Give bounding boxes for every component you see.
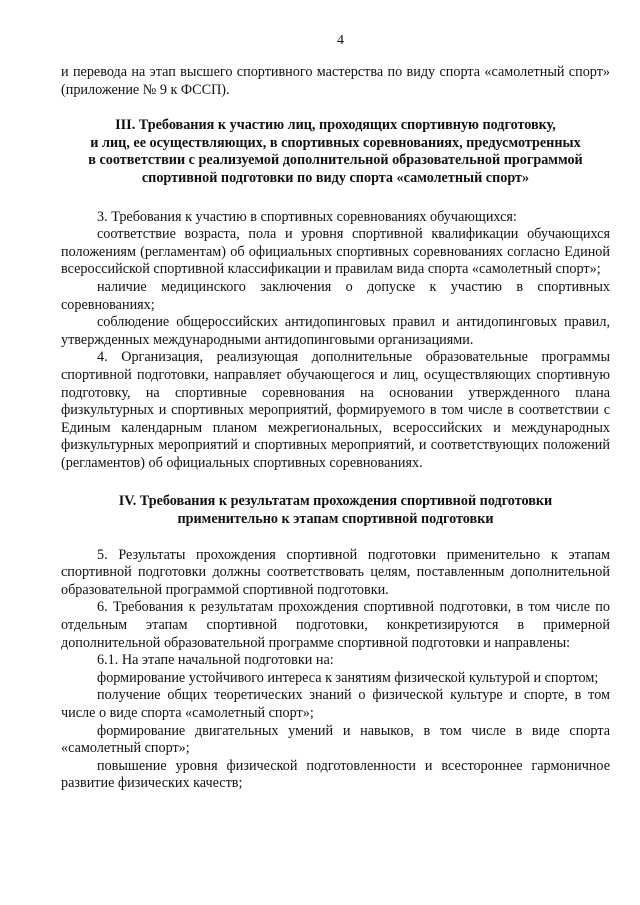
section-4-heading-line: IV. Требования к результатам прохождения спортивной подготовки (118, 493, 553, 510)
paragraph-interest-formation: формирование устойчивого интереса к занятиям физической культурой и спортом; (97, 669, 599, 686)
section-3-heading-line: и лиц, ее осуществляющих, в спортивных соревнованиях, предусмотренных (90, 134, 581, 151)
paragraph-6-1: 6.1. На этапе начальной подготовки на: (97, 652, 334, 669)
paragraph-3: 3. Требования к участию в спортивных соревнованиях обучающихся: (97, 208, 517, 225)
section-3-heading-line: в соответствии с реализуемой дополнительной образовательной программой (88, 152, 583, 169)
section-3-heading-line: III. Требования к участию лиц, проходящих спортивную подготовку, (115, 117, 556, 134)
page-number: 4 (337, 33, 344, 48)
paragraph-medical-requirement: наличие медицинского заключения о допуске к участию в спортивных соревнованиях; (61, 278, 610, 313)
section-3-heading (61, 117, 610, 187)
paragraph-theory-knowledge: получение общих теоретических знаний о физической культуре и спорте, в том числе о виде спорта «самолетный спорт»; (61, 687, 610, 721)
section-4-heading (61, 493, 610, 528)
section-4-heading-line: применительно к этапам спортивной подготовки (177, 511, 494, 528)
paragraph-6: 6. Требования к результатам прохождения спортивной подготовки, в том числе по отдельным этапам спортивной подготовки, конкретизируются в примерной дополнительной образовательной программе спортивной подготовки и направлены: (61, 599, 610, 651)
paragraph-age-requirement: соответствие возраста, пола и уровня спортивной квалификации обучающихся положениям (регламентам) об официальных спортивных соревнованиях согласно Единой всероссийской спортивной классификации и правилам вида спорта «самолетный спорт»; (61, 226, 610, 278)
section-3-heading-line: спортивной подготовки по виду спорта «самолетный спорт» (141, 169, 530, 186)
paragraph-physical-fitness: повышение уровня физической подготовленности и всестороннее гармоничное развитие физических качеств; (61, 757, 610, 792)
paragraph-4: 4. Организация, реализующая дополнительные образовательные программы спортивной подготовки, направляет обучающегося и лиц, осуществляющих спортивную подготовку, на спортивные соревнования на основании утвержденного плана физкультурных и спортивных мероприятий, формируемого в том числе в соответствии с Единым календарным планом межрегиональных, всероссийских и международных физкультурных мероприятий и спортивных мероприятий, и соответствующих положений (регламентов) об официальных спортивных соревнованиях. (61, 349, 610, 471)
section-4-body (61, 547, 610, 793)
section-3-body (61, 209, 610, 473)
paragraph-motor-skills: формирование двигательных умений и навыков, в том числе в виде спорта «самолетный спорт»; (61, 722, 610, 757)
paragraph-5: 5. Результаты прохождения спортивной подготовки применительно к этапам спортивной подготовки должны соответствовать целям, поставленным дополнительной образовательной программой спортивной подготовки. (61, 546, 610, 598)
intro-paragraph: и перевода на этап высшего спортивного мастерства по виду спорта «самолетный спорт» (приложение № 9 к ФССП). (61, 64, 610, 98)
paragraph-antidoping-requirement: соблюдение общероссийских антидопинговых правил и антидопинговых правил, утвержденных международными антидопинговыми организациями. (61, 314, 610, 348)
